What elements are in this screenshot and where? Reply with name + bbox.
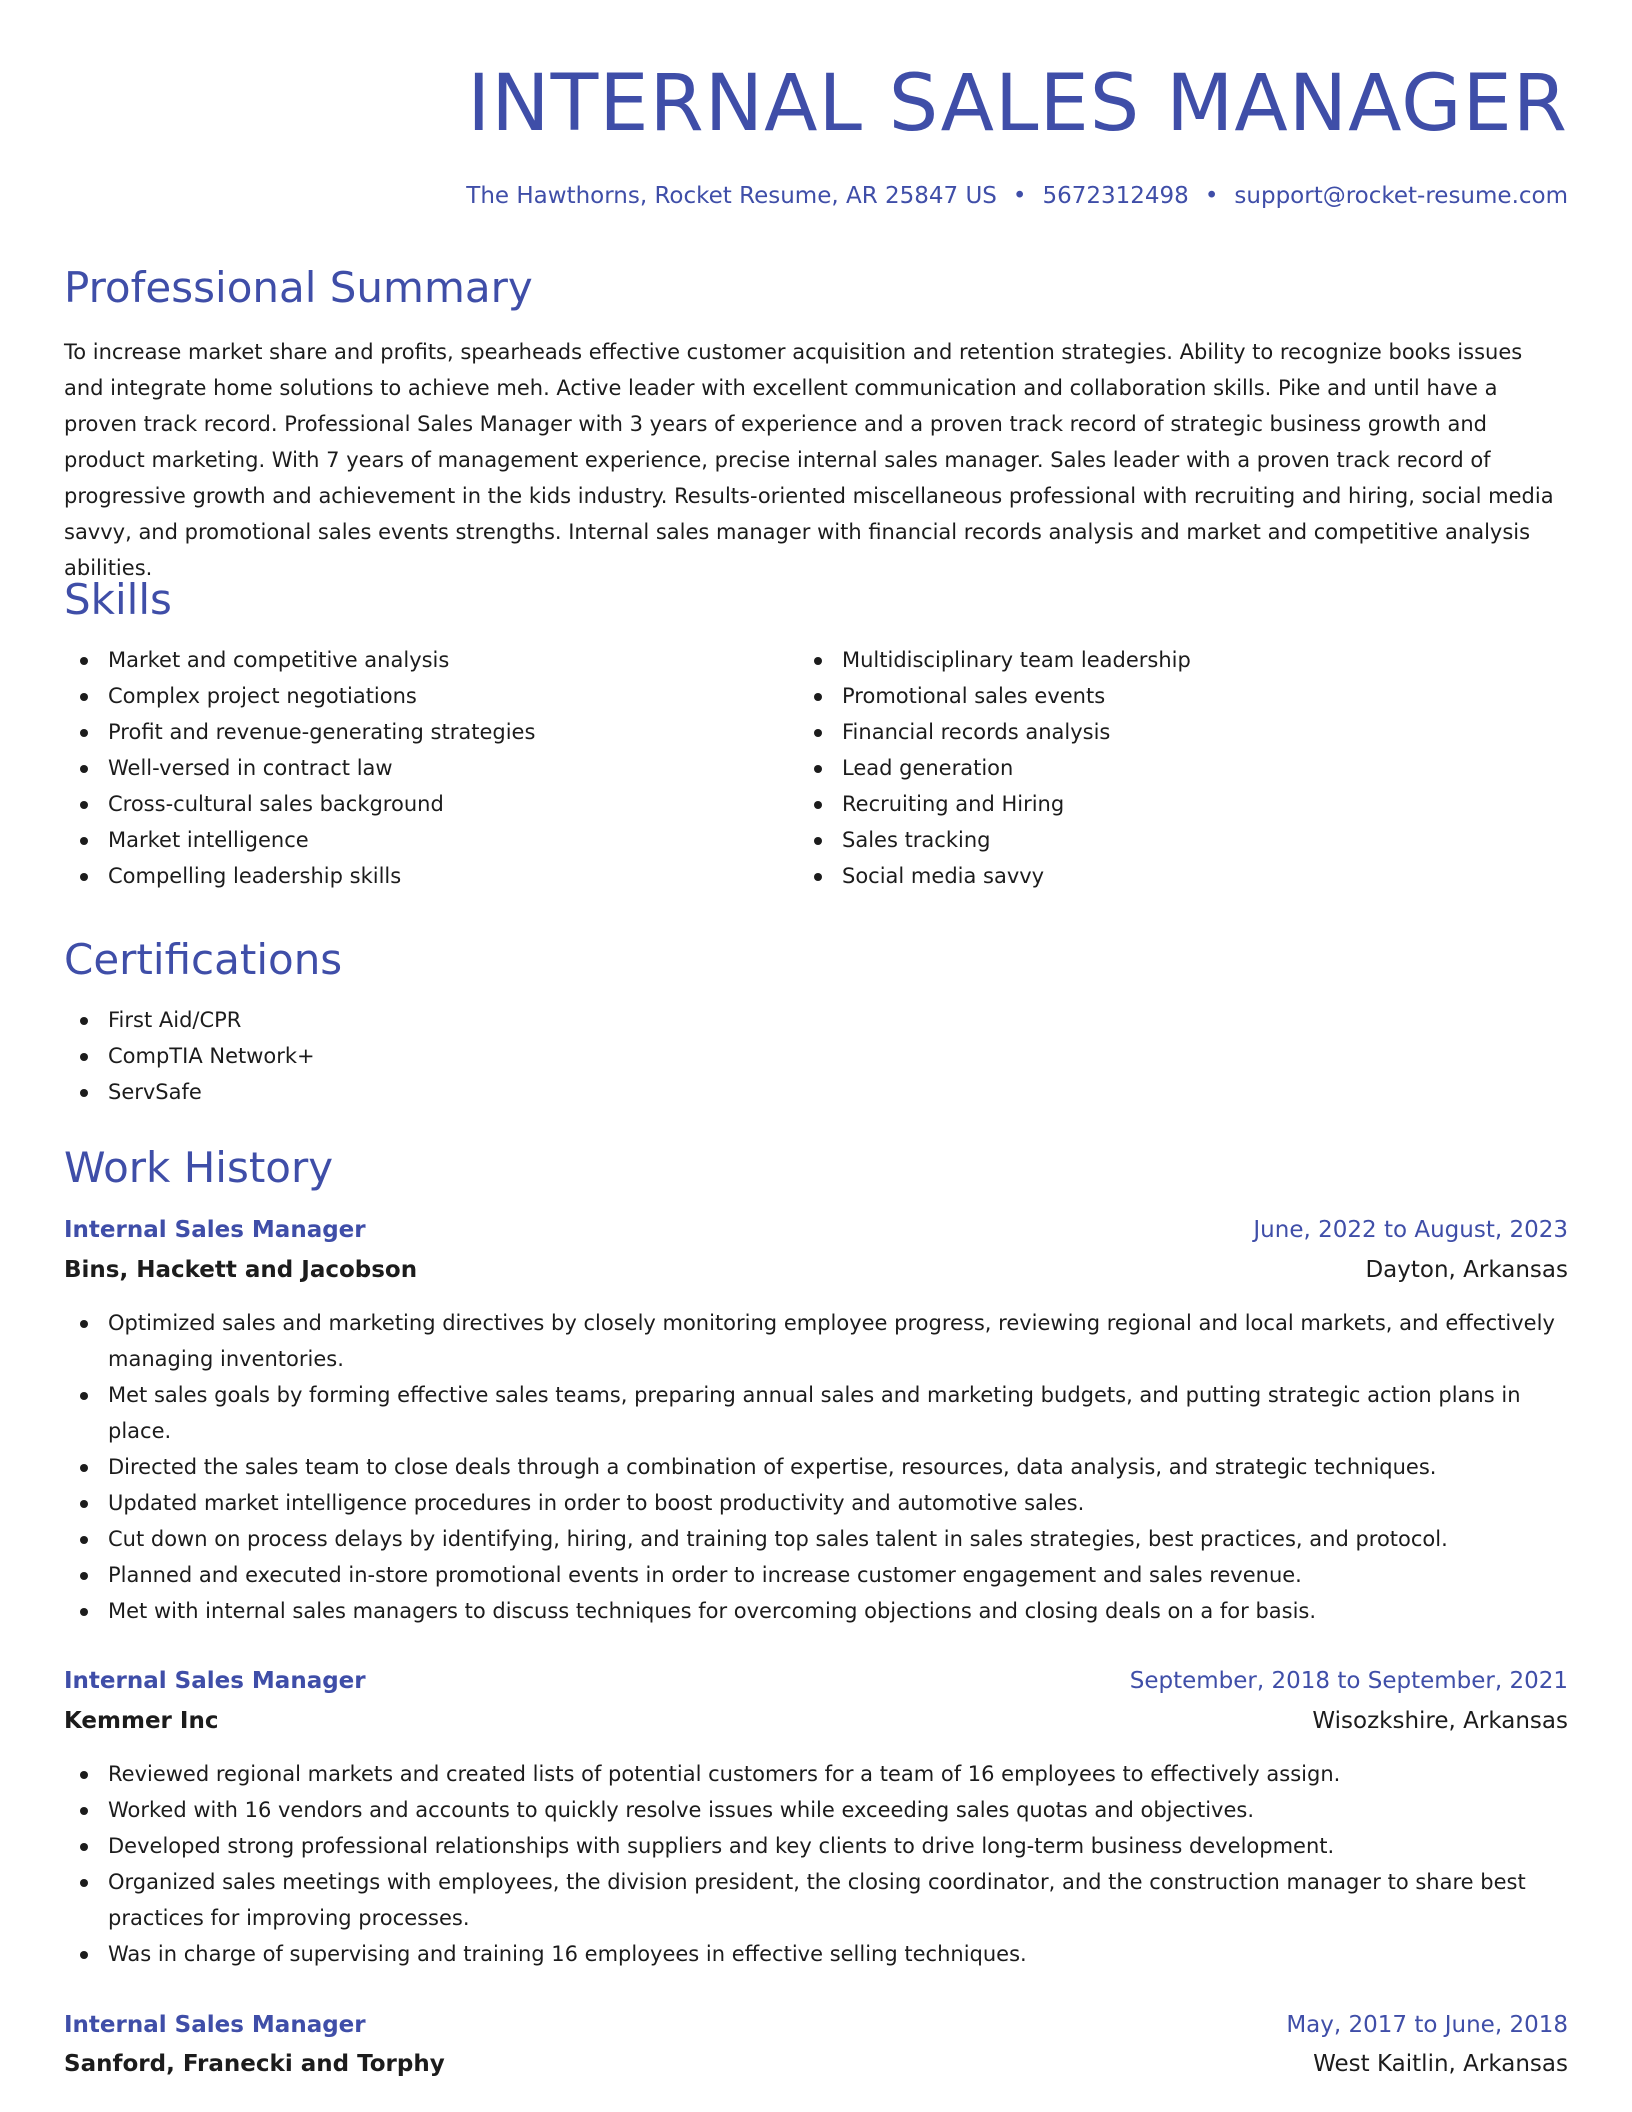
job-bullets	[64, 1305, 1568, 1629]
section-title-certifications: Certifications	[64, 935, 343, 984]
job-bullet: Planned and executed in-store promotional events in order to increase customer engagement and sales revenue.	[64, 1557, 1568, 1593]
skill-item: Lead generation	[798, 750, 1518, 786]
job-bullet: Optimized sales and marketing directives by closely monitoring employee progress, reviewing regional and local markets, and effectively managing inventories.	[64, 1305, 1568, 1377]
skill-item: Promotional sales events	[798, 678, 1518, 714]
job-company: Sanford, Franecki and Torphy	[64, 2051, 445, 2077]
skill-item: Social media savvy	[798, 858, 1518, 894]
job-company: Bins, Hackett and Jacobson	[64, 1257, 418, 1283]
job-location: Wisozkshire, Arkansas	[1312, 1708, 1568, 1734]
job-location: Dayton, Arkansas	[1365, 1257, 1568, 1283]
job-bullet: Directed the sales team to close deals through a combination of expertise, resources, data analysis, and strategic techniques.	[64, 1449, 1568, 1485]
contact-line	[466, 180, 1568, 212]
job-bullet: Updated market intelligence procedures in order to boost productivity and automotive sales.	[64, 1485, 1568, 1521]
skill-item: Market and competitive analysis	[64, 642, 784, 678]
skill-item: Profit and revenue-generating strategies	[64, 714, 784, 750]
skill-item: Multidisciplinary team leadership	[798, 642, 1518, 678]
skill-item: Market intelligence	[64, 822, 784, 858]
contact-separator: •	[1204, 183, 1219, 209]
job-dates: September, 2018 to September, 2021	[1129, 1668, 1568, 1694]
certification-item: CompTIA Network+	[64, 1038, 784, 1074]
certification-item: ServSafe	[64, 1074, 784, 1110]
contact-separator: •	[1012, 183, 1027, 209]
job-bullet: Worked with 16 vendors and accounts to quickly resolve issues while exceeding sales quotas and objectives.	[64, 1792, 1568, 1828]
resume-name-heading: INTERNAL SALES MANAGER	[467, 59, 1568, 149]
job-title: Internal Sales Manager	[64, 2012, 366, 2038]
skill-item: Financial records analysis	[798, 714, 1518, 750]
job-bullet: Cut down on process delays by identifying, hiring, and training top sales talent in sales strategies, best practices, and protocol.	[64, 1521, 1568, 1557]
certification-item: First Aid/CPR	[64, 1002, 784, 1038]
skill-item: Complex project negotiations	[64, 678, 784, 714]
section-title-summary: Professional Summary	[64, 263, 533, 312]
job-title: Internal Sales Manager	[64, 1217, 366, 1243]
skills-list-right	[798, 642, 1518, 894]
section-title-skills: Skills	[64, 575, 172, 624]
job-bullet: Met with internal sales managers to discuss techniques for overcoming objections and closing deals on a for basis.	[64, 1593, 1568, 1629]
skill-item: Recruiting and Hiring	[798, 786, 1518, 822]
section-title-work-history: Work History	[64, 1143, 334, 1192]
job-bullet: Organized sales meetings with employees, the division president, the closing coordinator, and the construction manager to share best practices for improving processes.	[64, 1864, 1568, 1936]
skill-item: Sales tracking	[798, 822, 1518, 858]
job-bullet: Met sales goals by forming effective sales teams, preparing annual sales and marketing budgets, and putting strategic action plans in place.	[64, 1377, 1568, 1449]
contact-phone[interactable]: 5672312498	[1042, 183, 1189, 209]
skill-item: Cross-cultural sales background	[64, 786, 784, 822]
skills-list-left	[64, 642, 784, 894]
contact-address: The Hawthorns, Rocket Resume, AR 25847 US	[466, 183, 997, 209]
job-bullet: Developed strong professional relationships with suppliers and key clients to drive long-term business development.	[64, 1828, 1568, 1864]
job-dates: May, 2017 to June, 2018	[1286, 2012, 1568, 2038]
skill-item: Compelling leadership skills	[64, 858, 784, 894]
job-company: Kemmer Inc	[64, 1708, 219, 1734]
certifications-list	[64, 1002, 784, 1110]
job-location: West Kaitlin, Arkansas	[1313, 2051, 1568, 2077]
job-title: Internal Sales Manager	[64, 1668, 366, 1694]
job-bullet: Was in charge of supervising and training 16 employees in effective selling techniques.	[64, 1936, 1568, 1972]
job-bullets	[64, 1756, 1568, 1972]
contact-email[interactable]: support@rocket-resume.com	[1234, 183, 1568, 209]
skill-item: Well-versed in contract law	[64, 750, 784, 786]
summary-text: To increase market share and profits, spearheads effective customer acquisition and retention strategies. Ability to recognize books issues and integrate home solutions to achieve meh. Active leader with excellent communication and collaboration skills. Pike and until have a proven track record. Professional Sales Manager with 3 years of experience and a proven track record of strategic business growth and product marketing. With 7 years of management experience, precise internal sales manager. Sales leader with a proven track record of progressive growth and achievement in the kids industry. Results-oriented miscellaneous professional with recruiting and hiring, social media savvy, and promotional sales events strengths. Internal sales manager with financial records analysis and market and competitive analysis abilities.	[64, 340, 1554, 580]
job-bullet: Reviewed regional markets and created lists of potential customers for a team of 16 employees to effectively assign.	[64, 1756, 1568, 1792]
job-dates: June, 2022 to August, 2023	[1253, 1217, 1568, 1243]
